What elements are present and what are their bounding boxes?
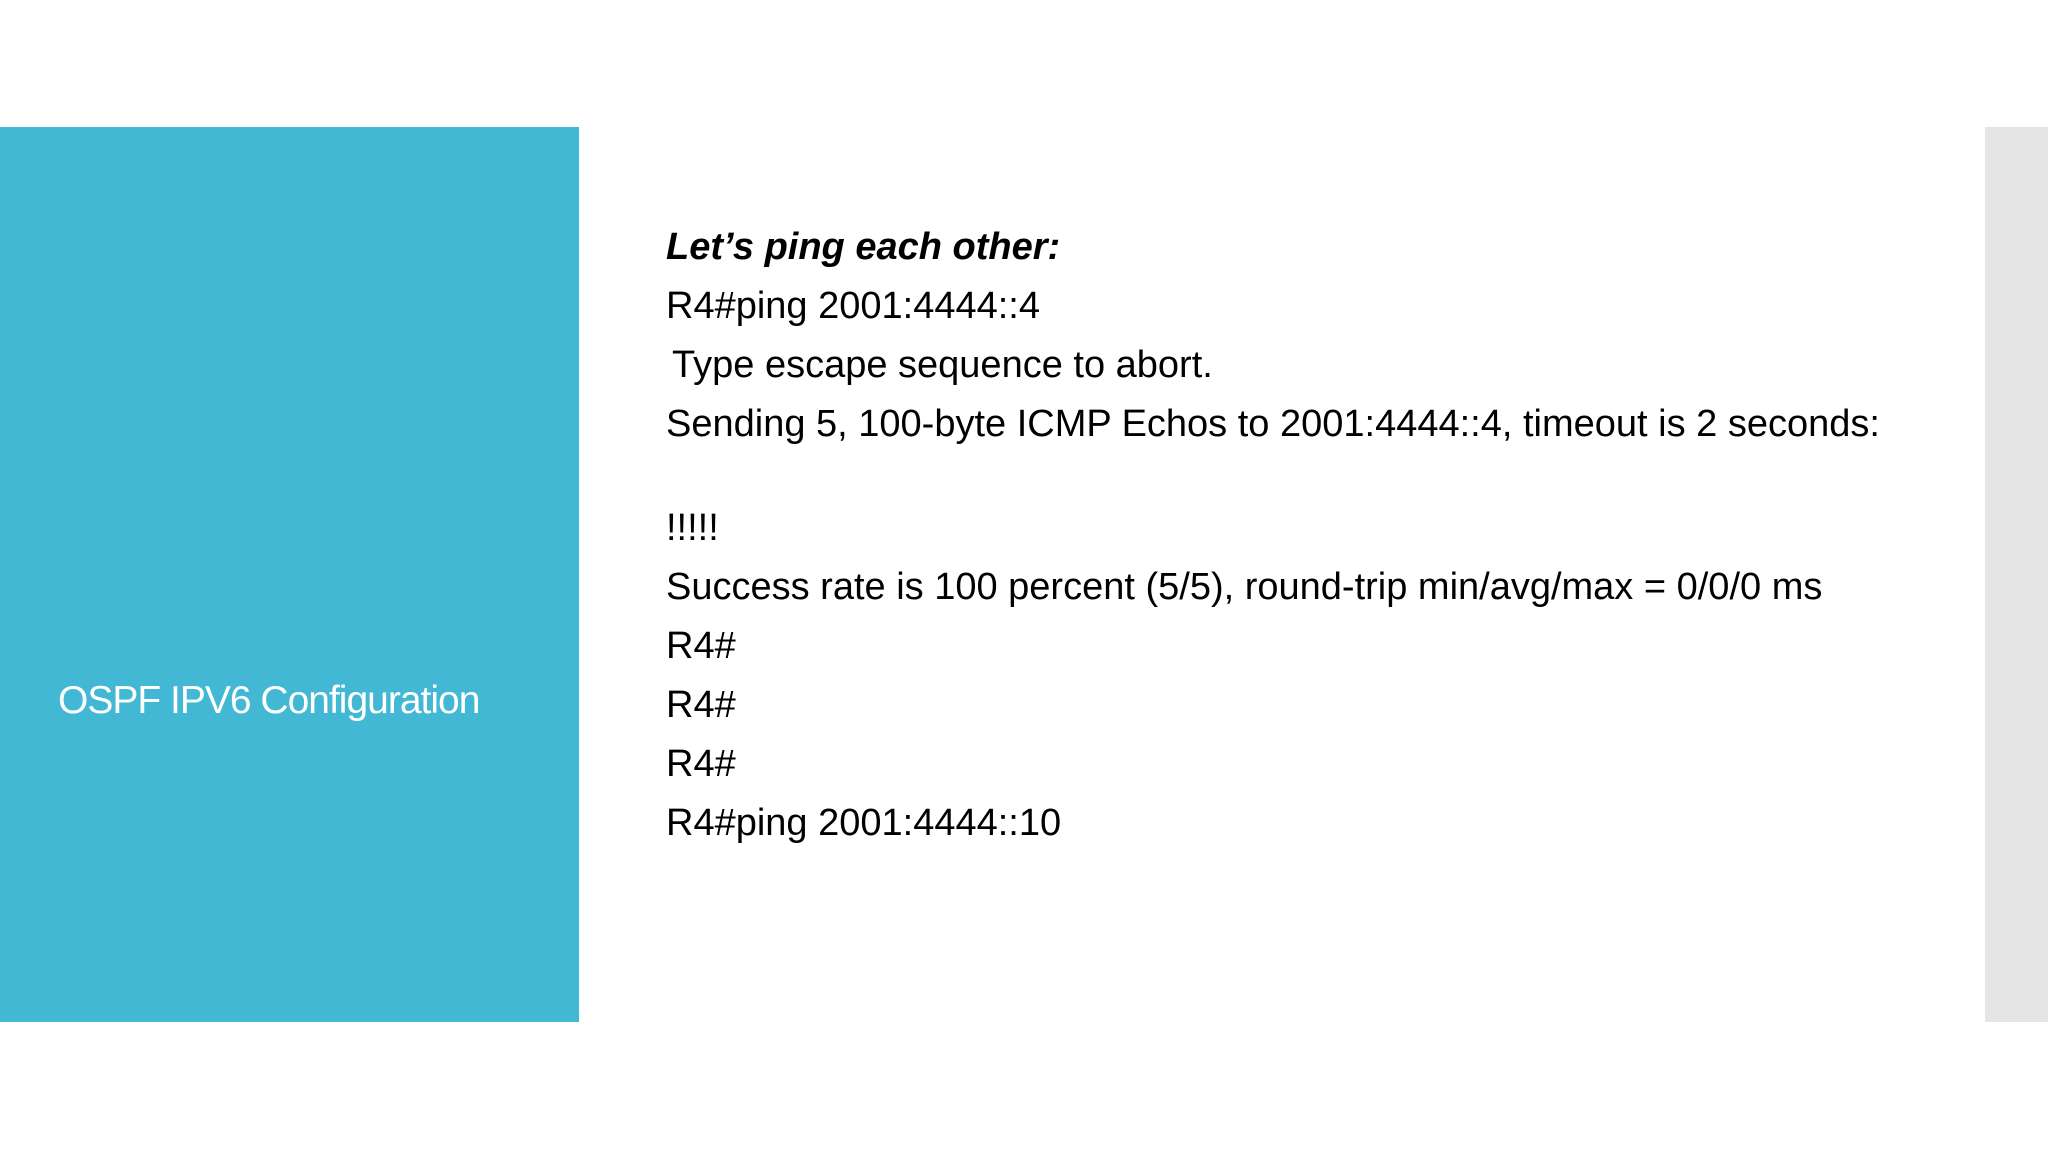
console-line-sending: Sending 5, 100-byte ICMP Echos to 2001:4444::4, timeout is 2 seconds:	[666, 403, 1880, 445]
section-title: OSPF IPV6 Configuration	[58, 679, 480, 722]
console-line-escape: Type escape sequence to abort.	[672, 344, 1213, 386]
content-body	[666, 225, 1956, 860]
content-heading: Let’s ping each other:	[666, 226, 1061, 268]
console-line-success-rate: Success rate is 100 percent (5/5), round-trip min/avg/max = 0/0/0 ms	[666, 566, 1823, 608]
console-line-ping-command-2: R4#ping 2001:4444::10	[666, 802, 1062, 844]
console-line-replies: !!!!!	[666, 507, 719, 549]
console-line-prompt: R4#	[666, 684, 736, 726]
console-line-prompt: R4#	[666, 743, 736, 785]
title-panel	[0, 127, 579, 1022]
console-line-prompt: R4#	[666, 625, 736, 667]
decorative-strip	[1985, 127, 2048, 1022]
console-line-ping-command: R4#ping 2001:4444::4	[666, 285, 1040, 327]
